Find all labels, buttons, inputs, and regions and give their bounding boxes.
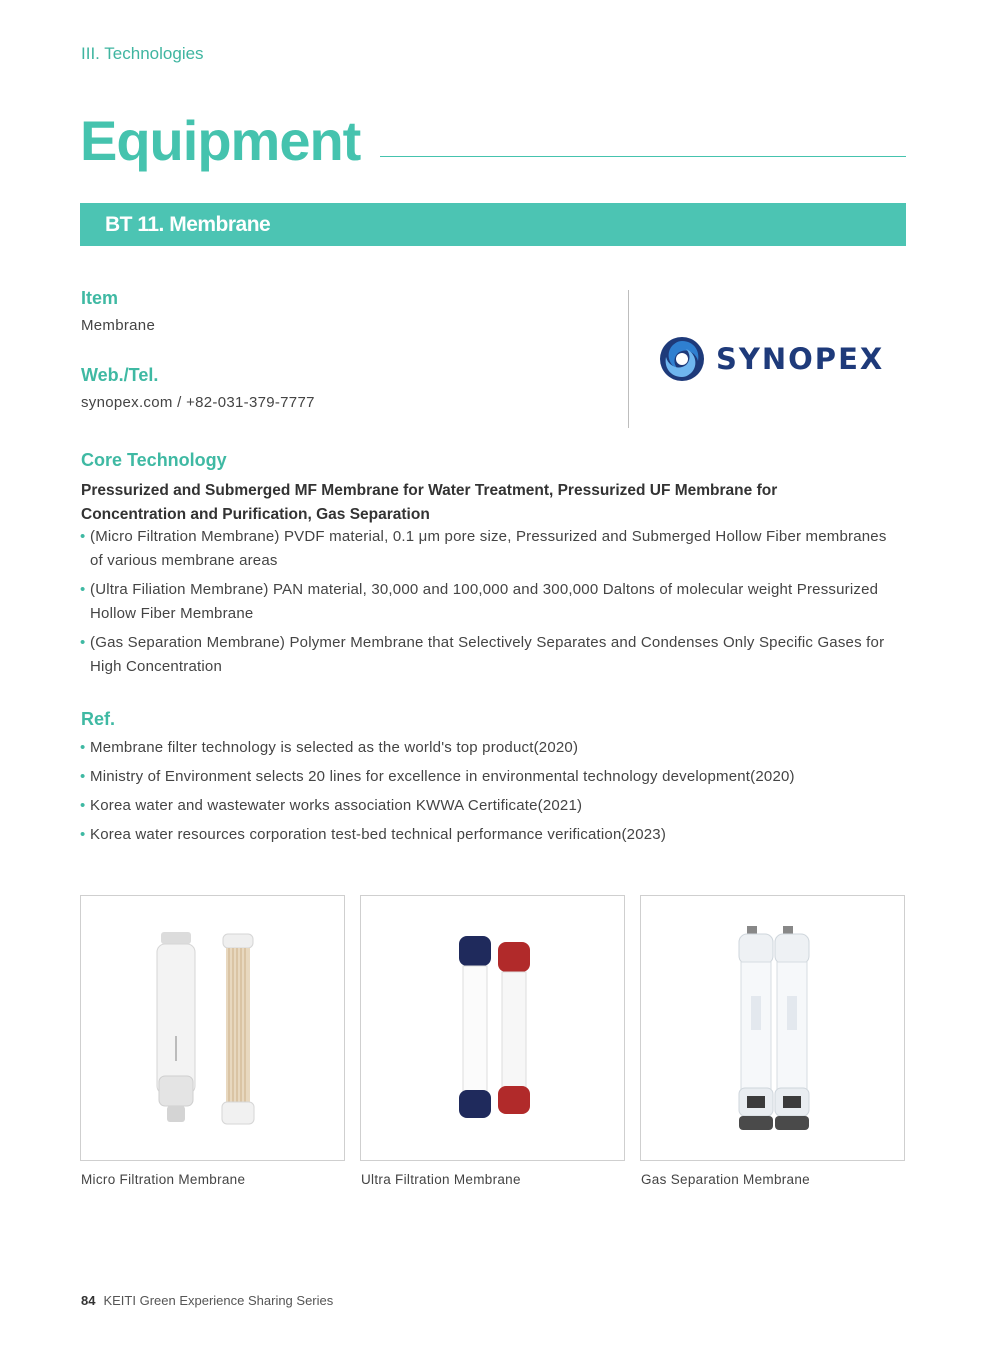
core-technology-list bbox=[80, 525, 900, 684]
title-underline bbox=[380, 156, 906, 157]
web-label: Web./Tel. bbox=[81, 365, 159, 385]
product-image-ultra-filtration bbox=[360, 895, 625, 1161]
company-logo bbox=[658, 335, 885, 383]
list-item: • (Micro Filtration Membrane) PVDF material, 0.1 μm pore size, Pressurized and Submerged Hollow Fiber membranes of various membrane areas bbox=[80, 525, 900, 573]
web-value: synopex.com / +82-031-379-7777 bbox=[81, 394, 315, 411]
item-label: Item bbox=[81, 288, 119, 308]
list-item: • Korea water and wastewater works association KWWA Certificate(2021) bbox=[80, 794, 910, 818]
list-item: • Korea water resources corporation test-bed technical performance verification(2023) bbox=[80, 823, 910, 847]
category-banner bbox=[80, 203, 906, 246]
ultra-filtration-illustration bbox=[361, 896, 624, 1160]
list-item: • Membrane filter technology is selected as the world's top product(2020) bbox=[80, 736, 910, 760]
list-item: • (Gas Separation Membrane) Polymer Membrane that Selectively Separates and Condenses Only Specific Gases for High Concentration bbox=[80, 631, 900, 679]
vertical-divider bbox=[628, 290, 629, 428]
caption-gas-separation: Gas Separation Membrane bbox=[641, 1172, 810, 1187]
item-value: Membrane bbox=[81, 317, 156, 334]
micro-filtration-illustration bbox=[81, 896, 344, 1160]
core-technology-description: Pressurized and Submerged MF Membrane for Water Treatment, Pressurized UF Membrane for Concentration and Purification, Gas Separation bbox=[81, 482, 778, 523]
page-title: Equipment bbox=[80, 109, 361, 172]
list-item: • Ministry of Environment selects 20 lines for excellence in environmental technology development(2020) bbox=[80, 765, 910, 789]
logo-text: SYNOPEX bbox=[716, 342, 885, 376]
page-number: 84 bbox=[81, 1293, 96, 1308]
gas-separation-illustration bbox=[641, 896, 904, 1160]
ref-label: Ref. bbox=[81, 709, 116, 729]
core-technology-label: Core Technology bbox=[81, 450, 227, 470]
page-footer bbox=[81, 1293, 333, 1308]
product-image-micro-filtration bbox=[80, 895, 345, 1161]
series-name: KEITI Green Experience Sharing Series bbox=[103, 1293, 334, 1308]
product-image-gas-separation bbox=[640, 895, 905, 1161]
synopex-swirl-icon bbox=[658, 335, 706, 383]
caption-ultra-filtration: Ultra Filtration Membrane bbox=[361, 1172, 521, 1187]
list-item: • (Ultra Filiation Membrane) PAN material, 30,000 and 100,000 and 300,000 Daltons of molecular weight Pressurized Hollow Fiber Membrane bbox=[80, 578, 900, 626]
section-tag: III. Technologies bbox=[81, 44, 204, 63]
caption-micro-filtration: Micro Filtration Membrane bbox=[81, 1172, 246, 1187]
reference-list bbox=[80, 736, 910, 852]
banner-label: BT 11. Membrane bbox=[105, 213, 271, 236]
